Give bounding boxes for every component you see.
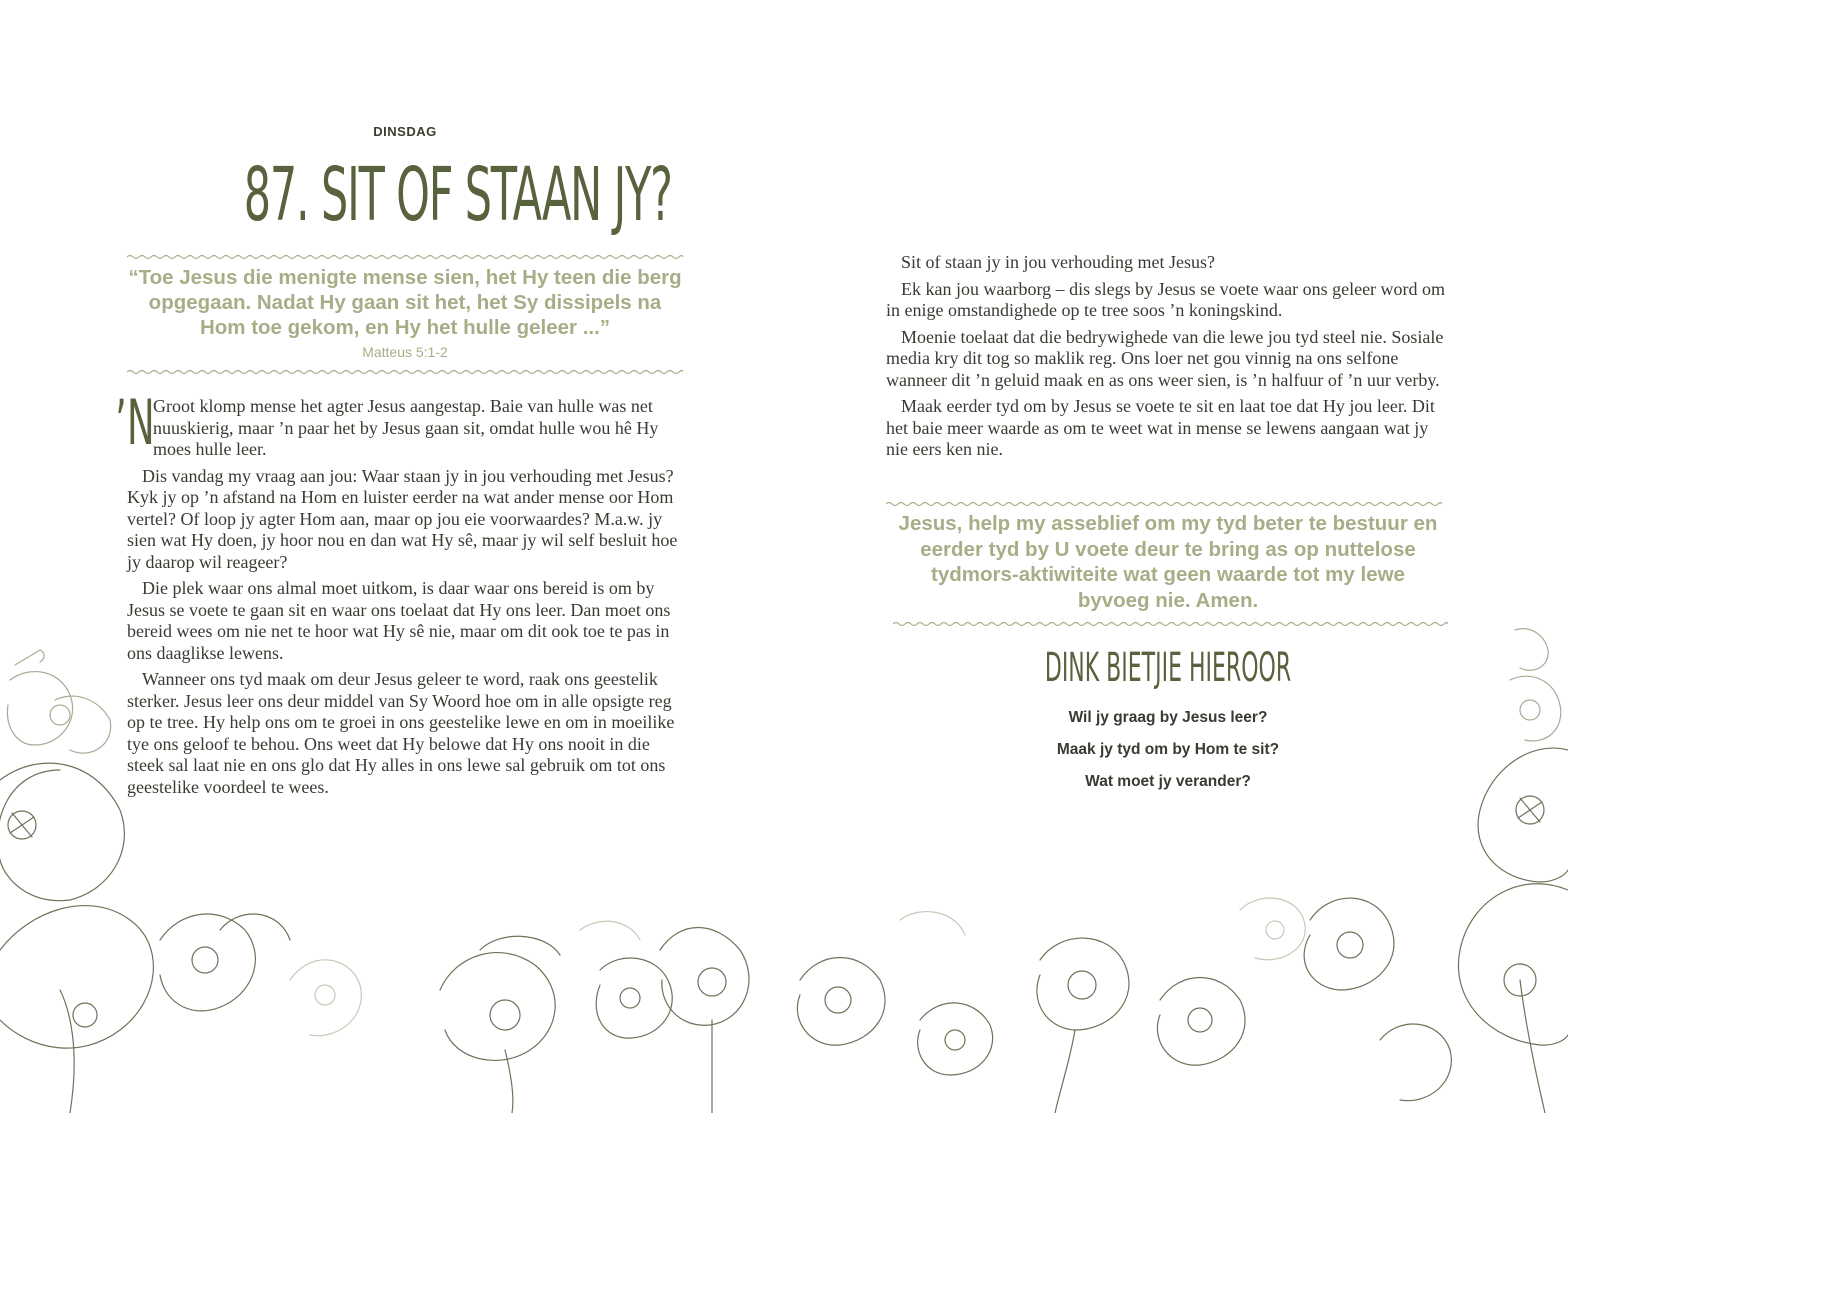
drop-cap: ’N bbox=[115, 386, 155, 459]
question-item: Maak jy tyd om by Hom te sit? bbox=[1056, 741, 1280, 758]
flower-bottom-row bbox=[160, 898, 1451, 1113]
scripture-reference: Matteus 5:1-2 bbox=[362, 344, 448, 360]
body-paragraph: Wanneer ons tyd maak om deur Jesus geleer te word, raak ons geestelik sterker. Jesus leer ons deur middel van Sy Woord hoe om in alle opsigte reg op te tree. Hy help ons om te groei in ons geestelike lewe en om in moeilike tye ons geloof te behou. Ons weet dat Hy belowe dat Hy ons nooit in die steek sal laat nie en ons glo dat Hy alles in ons lewe sal gebruik om tot ons geestelike voordeel te wees. bbox=[127, 669, 675, 797]
scripture-quote bbox=[127, 265, 683, 360]
body-paragraph: Ek kan jou waarborg – dis slegs by Jesus se voete waar ons geleer word om in enige omstandighede op te tree soos ’n koningskind. bbox=[886, 278, 1446, 320]
body-paragraph: Maak eerder tyd om by Jesus se voete te sit en laat toe dat Hy jou leer. Dit het baie meer waarde as om te weet wat in mense se lewens aangaan wat jy nie eers ken nie. bbox=[886, 396, 1435, 459]
flower-right-large bbox=[1458, 748, 1568, 1113]
flower-border-illustration bbox=[0, 620, 1568, 1113]
flower-right-small bbox=[1510, 629, 1561, 741]
wavy-divider-bottom bbox=[127, 369, 683, 375]
wavy-divider-prayer-top bbox=[886, 501, 1442, 507]
scripture-text: “Toe Jesus die menigte mense sien, het Hy teen die berg opgegaan. Nadat Hy gaan sit het, het Sy dissipels na Hom toe gekom, en Hy het hulle geleer ...” bbox=[128, 266, 682, 339]
day-label: DINSDAG bbox=[373, 124, 437, 139]
devotional-title: 87. SIT OF STAAN JY? bbox=[243, 152, 672, 238]
flower-left-large bbox=[0, 763, 153, 1113]
prayer-text: Jesus, help my asseblief om my tyd beter te bestuur en eerder tyd by U voete deur te bring as op nuttelose tydmors-aktiwiteite wat geen waarde tot my lewe byvoeg nie. Amen. bbox=[898, 512, 1438, 612]
body-paragraph: Moenie toelaat dat die bedrywighede van die lewe jou tyd steel nie. Sosiale media kry dit tog so maklik reg. Ons loer net gou vinnig na ons selfone wanneer dit ’n geluid maak en as ons weer sien, is ’n halfuur of ’n uur verby. bbox=[886, 326, 1444, 390]
question-item: Wat moet jy verander? bbox=[1085, 773, 1251, 790]
body-paragraph: Dis vandag my vraag aan jou: Waar staan jy in jou verhouding met Jesus? Kyk jy op ’n afstand na Hom en luister eerder na wat ander mense oor Hom vertel? Of loop jy agter Hom aan, maar op jou eie voorwaardes? M.a.w. jy sien wat Hy doen, jy hoor nou en dan wat Hy sê, maar jy wil self besluit hoe jy daarop wil reageer? bbox=[127, 465, 678, 572]
right-body-text bbox=[886, 252, 1446, 466]
body-paragraph: Sit of staan jy in jou verhouding met Jesus? bbox=[901, 252, 1215, 272]
body-paragraph: Die plek waar ons almal moet uitkom, is daar waar ons bereid is om by Jesus se voete te gaan sit en waar ons toelaat dat Hy ons leer. Dan moet ons bereid wees om nie net te hoor wat Hy sê nie, maar om dit ook toe te pas in ons daaglikse lewens. bbox=[127, 578, 671, 663]
question-item: Wil jy graag by Jesus leer? bbox=[1068, 709, 1268, 726]
wavy-divider-top bbox=[127, 254, 683, 260]
reflect-heading: DINK BIETJIE HIEROOR bbox=[1044, 645, 1292, 691]
body-paragraph: ’N Groot klomp mense het agter Jesus aangestap. Baie van hulle was net nuuskierig, maar ’n paar het by Jesus gaan sit, omdat hulle wou hê Hy moes hulle leer. bbox=[115, 386, 659, 459]
flower-left-small bbox=[7, 650, 110, 753]
